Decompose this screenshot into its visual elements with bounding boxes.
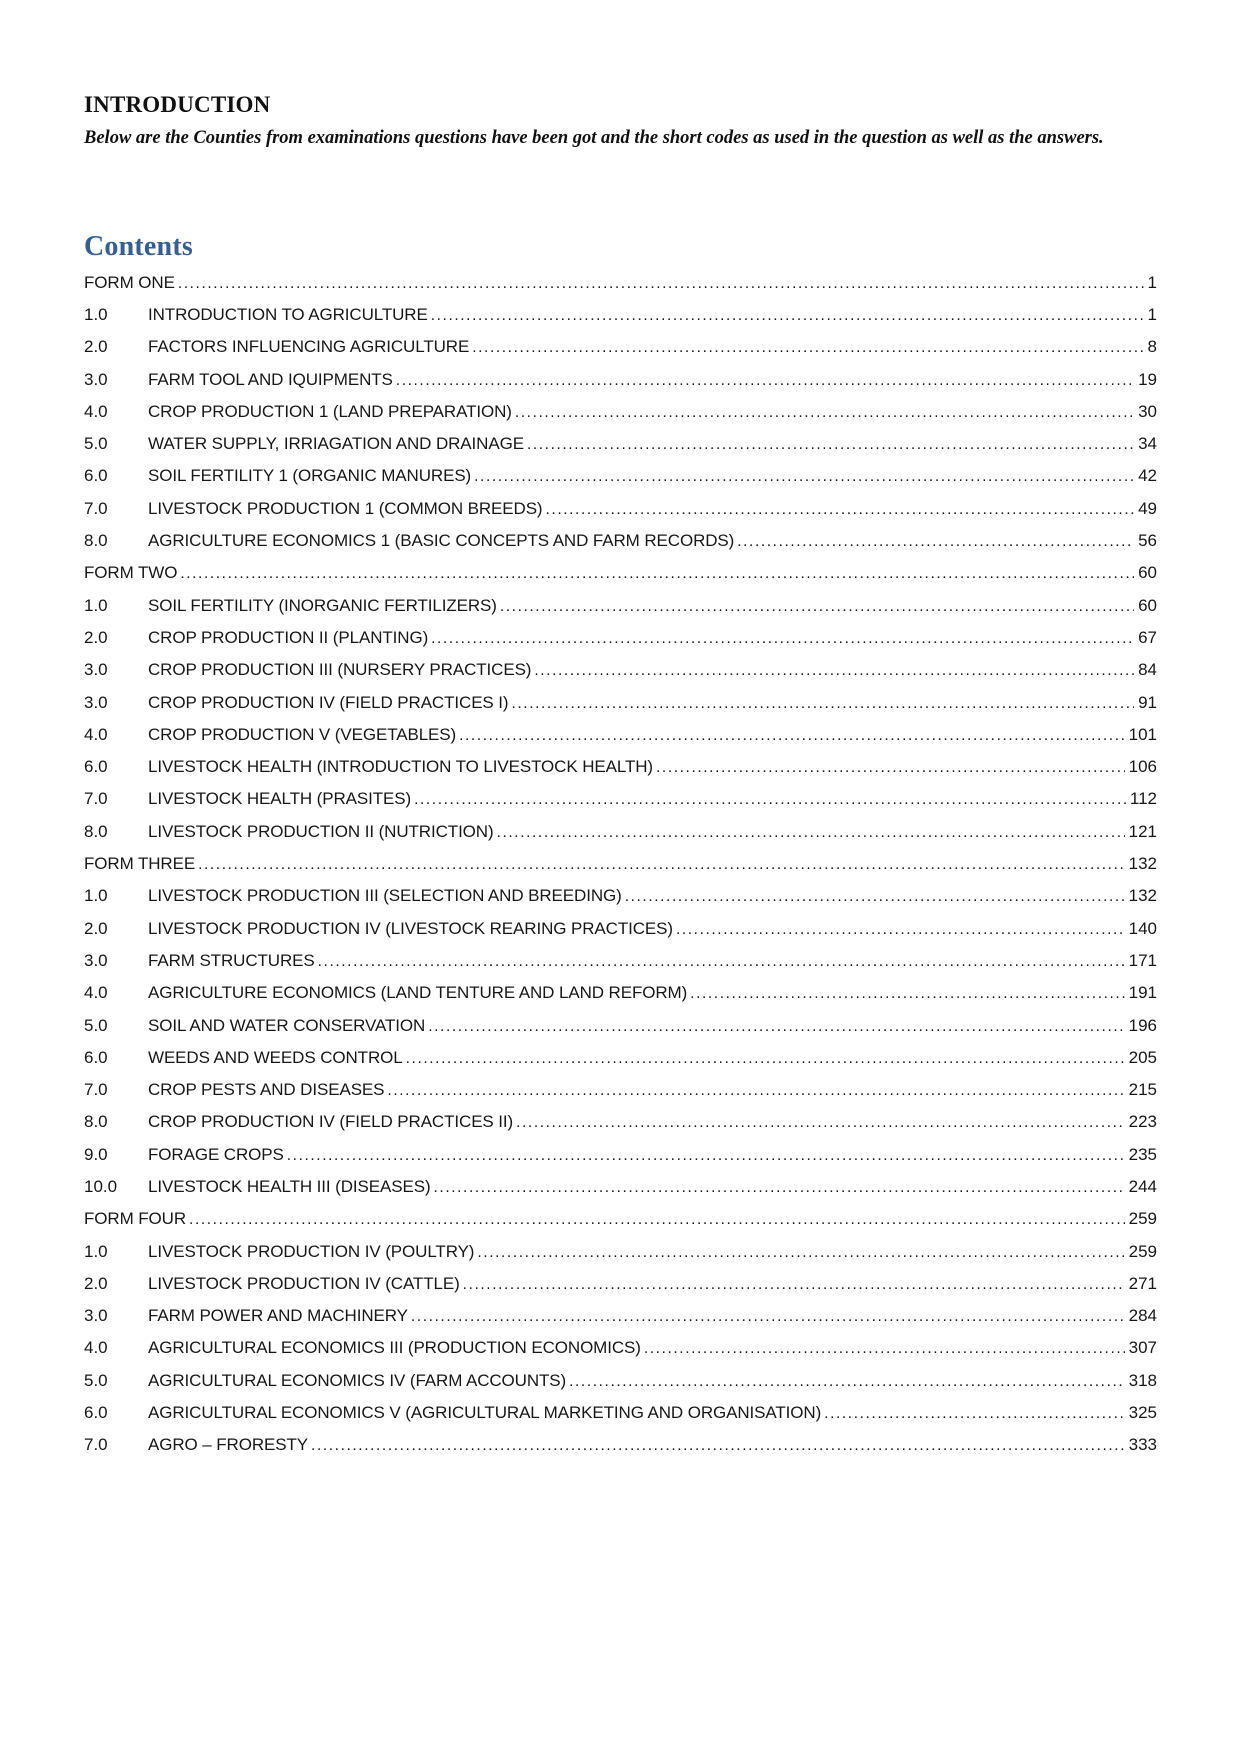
toc-leader-dots: [737, 533, 1134, 551]
toc-entry-title: AGRO – FRORESTY: [148, 1435, 309, 1455]
toc-entry[interactable]: [84, 1338, 1157, 1370]
toc-entry-title: FORM FOUR: [84, 1209, 187, 1229]
toc-entry-page: 215: [1128, 1080, 1157, 1100]
toc-entry-page: 244: [1128, 1176, 1157, 1196]
toc-leader-dots: [396, 372, 1134, 390]
toc-entry-title: CROP PRODUCTION V (VEGETABLES): [148, 724, 457, 744]
toc-entry-page: 56: [1138, 531, 1157, 551]
toc-entry[interactable]: [84, 1112, 1157, 1144]
toc-entry[interactable]: [84, 1371, 1157, 1403]
toc-entry-number: 2.0: [84, 1273, 108, 1293]
toc-entry[interactable]: [84, 1145, 1157, 1177]
toc-entry-title: CROP PESTS AND DISEASES: [148, 1080, 385, 1100]
toc-entry-title: LIVESTOCK PRODUCTION III (SELECTION AND BREEDING): [148, 886, 622, 906]
toc-entry[interactable]: [84, 983, 1157, 1015]
toc-leader-dots: [497, 824, 1125, 842]
toc-entry-page: 318: [1128, 1370, 1157, 1390]
toc-entry[interactable]: [84, 1403, 1157, 1435]
toc-entry[interactable]: [84, 854, 1157, 886]
toc-entry-title: FORM TWO: [84, 563, 178, 583]
toc-entry-page: 235: [1128, 1144, 1157, 1164]
toc-entry-title: SOIL AND WATER CONSERVATION: [148, 1015, 426, 1035]
toc-entry-page: 140: [1128, 918, 1157, 938]
toc-leader-dots: [434, 1179, 1125, 1197]
toc-entry-number: 10.0: [84, 1176, 118, 1196]
toc-entry-number: 5.0: [84, 1015, 108, 1035]
toc-entry-title: FORM ONE: [84, 272, 175, 292]
intro-heading: INTRODUCTION: [84, 92, 271, 117]
toc-entry-page: 205: [1128, 1047, 1157, 1067]
toc-entry-number: 6.0: [84, 1047, 108, 1067]
toc-entry[interactable]: [84, 822, 1157, 854]
toc-entry-number: 7.0: [84, 498, 108, 518]
toc-entry-title: AGRICULTURAL ECONOMICS V (AGRICULTURAL MARKETING AND ORGANISATION): [148, 1403, 822, 1423]
toc-entry[interactable]: [84, 337, 1157, 369]
toc-entry-number: 1.0: [84, 1241, 108, 1261]
toc-entry-page: 91: [1138, 692, 1157, 712]
toc-entry-title: AGRICULTURE ECONOMICS (LAND TENTURE AND LAND REFORM): [148, 983, 688, 1003]
toc-entry-page: 67: [1138, 627, 1157, 647]
toc-entry[interactable]: [84, 531, 1157, 563]
toc-entry-title: FARM TOOL AND IQUIPMENTS: [148, 369, 393, 389]
toc-entry-title: LIVESTOCK PRODUCTION 1 (COMMON BREEDS): [148, 498, 543, 518]
toc-entry-number: 2.0: [84, 337, 108, 357]
toc-entry[interactable]: [84, 951, 1157, 983]
toc-leader-dots: [500, 598, 1134, 616]
toc-leader-dots: [516, 1114, 1125, 1132]
toc-entry-title: FARM POWER AND MACHINERY: [148, 1306, 408, 1326]
toc-entry-number: 2.0: [84, 627, 108, 647]
toc-entry-page: 84: [1138, 660, 1157, 680]
toc-entry-title: LIVESTOCK HEALTH III (DISEASES): [148, 1176, 431, 1196]
toc-leader-dots: [459, 727, 1125, 745]
toc-entry-number: 8.0: [84, 1112, 108, 1132]
toc-entry[interactable]: [84, 919, 1157, 951]
toc-entry[interactable]: [84, 434, 1157, 466]
toc-leader-dots: [431, 307, 1144, 325]
toc-entry[interactable]: [84, 596, 1157, 628]
toc-entry-number: 1.0: [84, 595, 108, 615]
toc-entry[interactable]: [84, 563, 1157, 595]
toc-leader-dots: [406, 1050, 1125, 1068]
toc-entry-page: 101: [1128, 724, 1157, 744]
toc-entry-title: SOIL FERTILITY (INORGANIC FERTILIZERS): [148, 595, 497, 615]
toc-entry-page: 30: [1138, 401, 1157, 421]
toc-leader-dots: [644, 1340, 1125, 1358]
toc-entry-page: 191: [1128, 983, 1157, 1003]
toc-entry-title: FORM THREE: [84, 854, 196, 874]
toc-entry-title: CROP PRODUCTION IV (FIELD PRACTICES II): [148, 1112, 514, 1132]
toc-entry-title: WATER SUPPLY, IRRIAGATION AND DRAINAGE: [148, 434, 524, 454]
toc-entry-page: 284: [1128, 1306, 1157, 1326]
toc-entry[interactable]: [84, 466, 1157, 498]
toc-leader-dots: [411, 1308, 1125, 1326]
toc-entry[interactable]: [84, 1080, 1157, 1112]
toc-leader-dots: [472, 339, 1143, 357]
toc-entry-page: 121: [1128, 821, 1157, 841]
toc-leader-dots: [625, 888, 1125, 906]
toc-leader-dots: [180, 565, 1134, 583]
toc-leader-dots: [318, 953, 1125, 971]
toc-entry-number: 7.0: [84, 789, 108, 809]
toc-entry[interactable]: [84, 1209, 1157, 1241]
toc-entry[interactable]: [84, 1274, 1157, 1306]
toc-entry-number: 7.0: [84, 1080, 108, 1100]
toc-entry[interactable]: [84, 789, 1157, 821]
toc-entry[interactable]: [84, 693, 1157, 725]
toc-entry[interactable]: [84, 1048, 1157, 1080]
toc-entry-title: CROP PRODUCTION III (NURSERY PRACTICES): [148, 660, 532, 680]
table-of-contents: [84, 273, 1157, 1468]
toc-entry[interactable]: [84, 370, 1157, 402]
toc-entry[interactable]: [84, 1435, 1157, 1467]
toc-leader-dots: [477, 1244, 1124, 1262]
toc-entry-number: 3.0: [84, 660, 108, 680]
toc-entry-page: 171: [1128, 950, 1157, 970]
toc-entry-title: LIVESTOCK PRODUCTION II (NUTRICTION): [148, 821, 494, 841]
toc-leader-dots: [431, 630, 1134, 648]
toc-entry-page: 19: [1138, 369, 1157, 389]
toc-entry-number: 8.0: [84, 531, 108, 551]
toc-entry-title: SOIL FERTILITY 1 (ORGANIC MANURES): [148, 466, 472, 486]
toc-entry-number: 2.0: [84, 918, 108, 938]
toc-entry-page: 307: [1128, 1338, 1157, 1358]
toc-entry-title: LIVESTOCK PRODUCTION IV (LIVESTOCK REARING PRACTICES): [148, 918, 673, 938]
toc-entry-page: 1: [1147, 272, 1157, 292]
toc-entry-number: 3.0: [84, 1306, 108, 1326]
intro-paragraph: Below are the Counties from examinations questions have been got and the short codes as used in the question as well as the answers.: [84, 128, 1104, 148]
toc-entry-page: 8: [1147, 337, 1157, 357]
toc-entry-title: LIVESTOCK HEALTH (INTRODUCTION TO LIVESTOCK HEALTH): [148, 757, 653, 777]
toc-entry-number: 4.0: [84, 401, 108, 421]
toc-entry-number: 6.0: [84, 1403, 108, 1423]
toc-entry-number: 6.0: [84, 466, 108, 486]
toc-leader-dots: [656, 759, 1125, 777]
toc-entry-title: LIVESTOCK PRODUCTION IV (CATTLE): [148, 1273, 460, 1293]
toc-entry-page: 325: [1128, 1403, 1157, 1423]
toc-entry-number: 8.0: [84, 821, 108, 841]
toc-entry-page: 223: [1128, 1112, 1157, 1132]
toc-entry[interactable]: [84, 273, 1157, 305]
toc-entry-page: 259: [1128, 1241, 1157, 1261]
toc-entry-number: 6.0: [84, 757, 108, 777]
toc-entry-number: 9.0: [84, 1144, 108, 1164]
toc-leader-dots: [690, 985, 1124, 1003]
toc-leader-dots: [511, 695, 1134, 713]
toc-entry-page: 271: [1128, 1273, 1157, 1293]
toc-entry[interactable]: [84, 1242, 1157, 1274]
toc-leader-dots: [311, 1437, 1125, 1455]
toc-entry[interactable]: [84, 725, 1157, 757]
toc-leader-dots: [198, 856, 1125, 874]
toc-entry-number: 3.0: [84, 692, 108, 712]
toc-entry-page: 49: [1138, 498, 1157, 518]
toc-entry-title: LIVESTOCK PRODUCTION IV (POULTRY): [148, 1241, 475, 1261]
toc-entry-page: 60: [1138, 595, 1157, 615]
toc-entry-title: CROP PRODUCTION IV (FIELD PRACTICES I): [148, 692, 509, 712]
toc-leader-dots: [189, 1211, 1125, 1229]
toc-entry[interactable]: [84, 1306, 1157, 1338]
toc-entry-number: 3.0: [84, 369, 108, 389]
toc-leader-dots: [463, 1276, 1125, 1294]
toc-leader-dots: [428, 1018, 1124, 1036]
toc-entry-title: INTRODUCTION TO AGRICULTURE: [148, 304, 428, 324]
toc-entry-page: 196: [1128, 1015, 1157, 1035]
toc-entry-page: 106: [1128, 757, 1157, 777]
toc-entry-number: 1.0: [84, 886, 108, 906]
toc-leader-dots: [534, 662, 1134, 680]
toc-entry-title: CROP PRODUCTION II (PLANTING): [148, 627, 429, 647]
toc-entry-title: AGRICULTURAL ECONOMICS III (PRODUCTION ECONOMICS): [148, 1338, 641, 1358]
toc-entry[interactable]: [84, 402, 1157, 434]
page-content: [84, 92, 1157, 1468]
toc-entry-page: 259: [1128, 1209, 1157, 1229]
toc-entry-title: WEEDS AND WEEDS CONTROL: [148, 1047, 403, 1067]
toc-entry[interactable]: [84, 886, 1157, 918]
toc-entry[interactable]: [84, 660, 1157, 692]
toc-entry-title: LIVESTOCK HEALTH (PRASITES): [148, 789, 412, 809]
toc-entry[interactable]: [84, 305, 1157, 337]
toc-entry-page: 132: [1128, 854, 1157, 874]
contents-heading: Contents: [84, 230, 193, 262]
toc-entry-page: 1: [1147, 304, 1157, 324]
toc-leader-dots: [178, 275, 1144, 293]
toc-leader-dots: [287, 1147, 1125, 1165]
toc-leader-dots: [414, 791, 1126, 809]
toc-leader-dots: [676, 921, 1125, 939]
toc-entry-page: 60: [1138, 563, 1157, 583]
toc-entry-page: 333: [1128, 1435, 1157, 1455]
toc-entry-page: 34: [1138, 434, 1157, 454]
toc-leader-dots: [515, 404, 1134, 422]
toc-entry-number: 4.0: [84, 724, 108, 744]
toc-entry-title: FACTORS INFLUENCING AGRICULTURE: [148, 337, 470, 357]
toc-entry-number: 1.0: [84, 304, 108, 324]
toc-entry-number: 5.0: [84, 1370, 108, 1390]
toc-entry-number: 7.0: [84, 1435, 108, 1455]
toc-entry-page: 112: [1129, 789, 1157, 809]
toc-entry-title: FORAGE CROPS: [148, 1144, 284, 1164]
toc-leader-dots: [387, 1082, 1124, 1100]
toc-entry[interactable]: [84, 757, 1157, 789]
toc-entry-title: FARM STRUCTURES: [148, 950, 315, 970]
toc-entry-title: CROP PRODUCTION 1 (LAND PREPARATION): [148, 401, 512, 421]
toc-entry-title: AGRICULTURAL ECONOMICS IV (FARM ACCOUNTS): [148, 1370, 567, 1390]
toc-entry-page: 42: [1138, 466, 1157, 486]
toc-leader-dots: [569, 1373, 1125, 1391]
toc-entry-page: 132: [1128, 886, 1157, 906]
toc-leader-dots: [527, 436, 1134, 454]
toc-entry-title: AGRICULTURE ECONOMICS 1 (BASIC CONCEPTS AND FARM RECORDS): [148, 531, 735, 551]
toc-leader-dots: [474, 468, 1134, 486]
toc-entry-number: 4.0: [84, 1338, 108, 1358]
toc-entry-number: 5.0: [84, 434, 108, 454]
toc-entry[interactable]: [84, 628, 1157, 660]
toc-entry-number: 3.0: [84, 950, 108, 970]
toc-entry-number: 4.0: [84, 983, 108, 1003]
toc-leader-dots: [824, 1405, 1124, 1423]
toc-entry[interactable]: [84, 1016, 1157, 1048]
toc-entry[interactable]: [84, 499, 1157, 531]
toc-leader-dots: [546, 501, 1135, 519]
toc-entry[interactable]: [84, 1177, 1157, 1209]
